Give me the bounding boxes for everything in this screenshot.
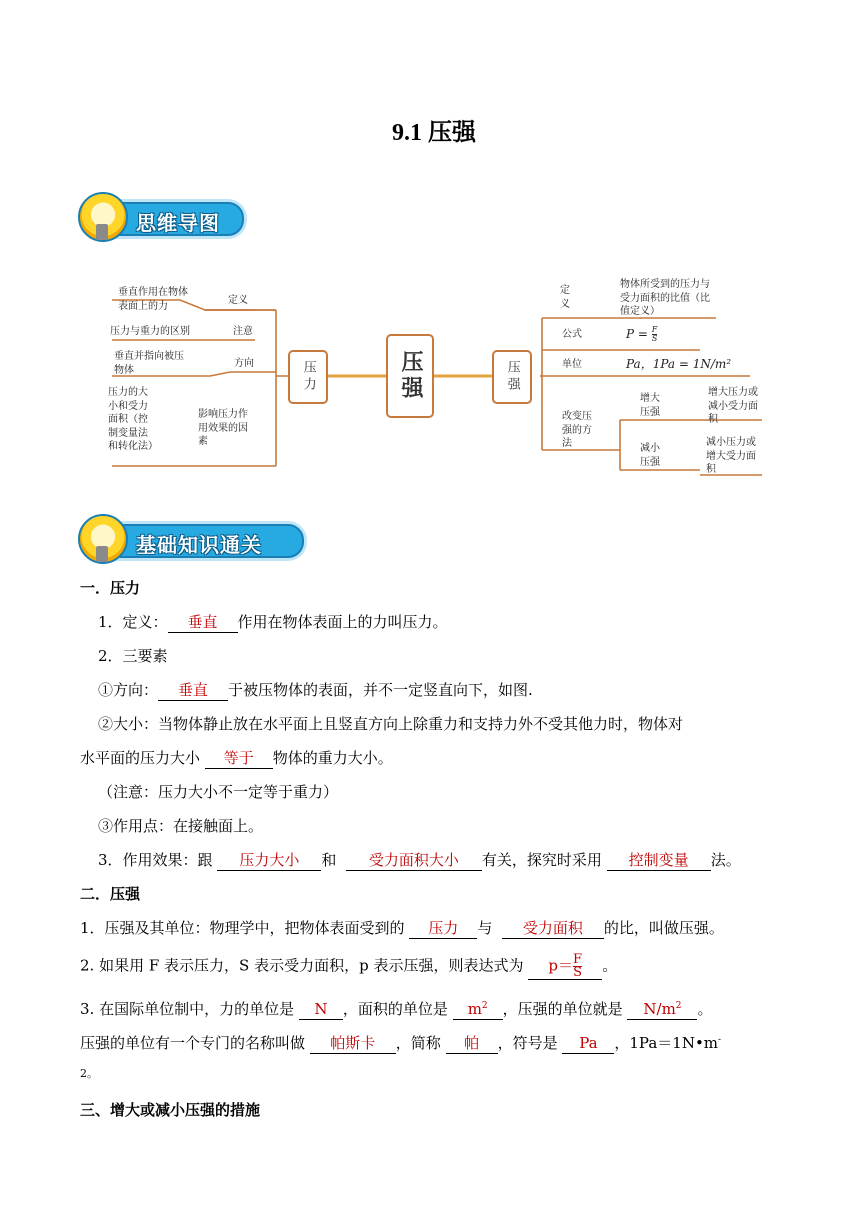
- mm-right-increase-desc: 增大压力或减小受力面积: [708, 387, 758, 425]
- answer-blank: 垂直: [168, 612, 238, 633]
- mm-left-note-desc: 压力与重力的区别: [110, 326, 190, 337]
- s1-line-2: 2．三要素: [98, 647, 168, 665]
- mm-right-formula: P = $\frac{F}{S}$: [626, 325, 658, 343]
- s1-line-8: 3．作用效果：跟 压力大小 和 受力面积大小 有关，探究时采用 控制变量 法。: [98, 851, 741, 869]
- answer-blank: 压力大小: [217, 850, 321, 871]
- mindmap-center-node: 压强: [386, 334, 434, 418]
- s2-line-5: 2。: [80, 1067, 98, 1080]
- s1-line-6: （注意：压力大小不一定等于重力）: [98, 783, 339, 801]
- banner-label: 基础知识通关: [136, 533, 262, 557]
- basics-banner: [78, 514, 308, 566]
- s2-line-1: 1．压强及其单位：物理学中，把物体表面受到的 压力 与 受力面积 的比，叫做压强。: [80, 919, 724, 937]
- mindmap-right-node: 压强: [492, 350, 532, 404]
- answer-blank: N: [299, 999, 343, 1020]
- s2-line-4: 压强的单位有一个专门的名称叫做 帕斯卡 ，简称 帕 ，符号是 Pa ，1Pa＝1N•m-: [80, 1034, 722, 1052]
- mm-left-direction-desc: 垂直并指向被压物体: [114, 351, 184, 376]
- mm-left-factors-desc: 压力的大小和受力面积（控制变量法和转化法）: [108, 387, 158, 452]
- answer-blank: 控制变量: [607, 850, 711, 871]
- fraction: $\frac{F}{S}$: [573, 952, 583, 980]
- mm-right-unit-label: 单位: [562, 359, 582, 370]
- answer-blank: $m^2$: [453, 996, 503, 1020]
- mindmap-left-node: 压力: [288, 350, 328, 404]
- banner-pill: [100, 524, 304, 558]
- answer-blank: $N/m^2$: [627, 996, 697, 1020]
- s2-line-2: 2. 如果用 F 表示压力，S 表示受力面积，p 表示压强，则表达式为 p＝ $\frac{F}{S}$ 。: [80, 952, 618, 980]
- section-heading: 一．压力: [80, 579, 141, 597]
- answer-blank: 受力面积大小: [346, 850, 482, 871]
- answer-blank: 帕斯卡: [310, 1033, 396, 1054]
- answer-blank: p＝ $\frac{F}{S}$: [528, 954, 602, 980]
- s1-line-7: ③作用点：在接触面上。: [98, 817, 264, 835]
- mm-right-definition-label: 定义: [560, 285, 570, 310]
- s1-line-5: 水平面的压力大小 等于 物体的重力大小。: [80, 749, 393, 767]
- s2-line-3: 3. 在国际单位制中，力的单位是 N ，面积的单位是 $m^2$ ，压强的单位就是 $N/m^2$ 。: [80, 996, 712, 1020]
- mm-right-formula-label: 公式: [562, 329, 582, 340]
- s1-line-4: ②大小：当物体静止放在水平面上且竖直方向上除重力和支持力外不受其他力时，物体对: [98, 715, 684, 733]
- page-title: 9.1 压强: [392, 120, 476, 146]
- mm-left-factors-label: 影响压力作用效果的因素: [198, 409, 248, 447]
- s1-line-1: 1．定义： 垂直 作用在物体表面上的力叫压力。: [98, 613, 448, 631]
- lightbulb-icon: [78, 514, 128, 564]
- mm-left-direction-label: 方向: [234, 358, 254, 369]
- section-heading: 三、增大或减小压强的措施: [80, 1101, 261, 1119]
- answer-blank: 等于: [205, 748, 273, 769]
- mm-right-increase-label: 增大压强: [640, 393, 660, 418]
- mm-left-note-label: 注意: [233, 326, 253, 337]
- section-heading: 二．压强: [80, 885, 141, 903]
- answer-blank: 受力面积: [502, 918, 604, 939]
- answer-blank: Pa: [562, 1033, 614, 1054]
- mm-right-decrease-label: 减小压强: [640, 443, 660, 468]
- answer-blank: 垂直: [158, 680, 228, 701]
- mm-left-definition-label: 定义: [228, 295, 248, 306]
- mm-right-change-label: 改变压强的方法: [562, 411, 592, 449]
- s1-line-3: ①方向： 垂直 于被压物体的表面，并不一定竖直向下，如图.: [98, 681, 533, 699]
- mm-right-decrease-desc: 减小压力或增大受力面积: [706, 437, 756, 475]
- banner-label: 思维导图: [136, 211, 220, 235]
- answer-blank: 压力: [409, 918, 477, 939]
- answer-blank: 帕: [446, 1033, 498, 1054]
- mm-right-unit-desc: Pa，1Pa = 1N/m²: [626, 357, 732, 371]
- mm-right-definition-desc: 物体所受到的压力与受力面积的比值（比值定义）: [620, 279, 710, 317]
- mm-left-definition-desc: 垂直作用在物体表面上的力: [118, 287, 188, 312]
